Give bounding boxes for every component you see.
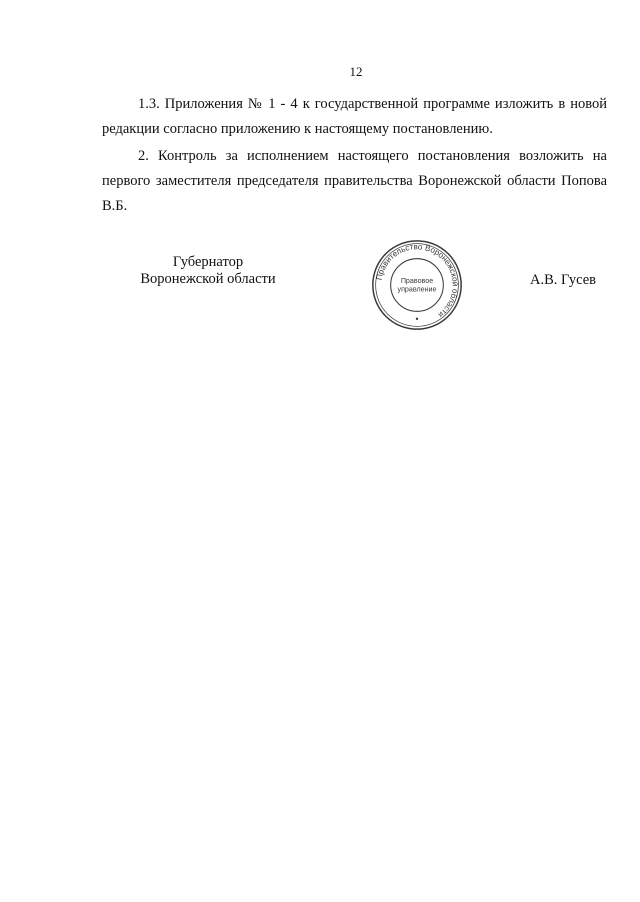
official-seal (370, 238, 464, 332)
signature-name: А.В. Гусев (530, 272, 596, 288)
signature-role-line-2: Воронежской области (140, 271, 276, 287)
signature-role (128, 254, 288, 288)
seal-center-line-2: управление (397, 285, 437, 294)
seal-ring-text: Правительство Воронежской области (374, 242, 460, 320)
paragraph-1-3: 1.3. Приложения № 1 - 4 к государственной программе изложить в новой редакции согласно приложению к настоящему постановлению. (102, 96, 607, 137)
paragraph-2: 2. Контроль за исполнением настоящего постановления возложить на первого заместителя председателя правительства Воронежской области Попова В.Б. (102, 148, 607, 214)
signature-role-line-1: Губернатор (172, 254, 244, 270)
page-number: 12 (349, 64, 363, 79)
seal-center-line-1: Правовое (400, 277, 434, 286)
seal-star-dot (416, 318, 418, 320)
